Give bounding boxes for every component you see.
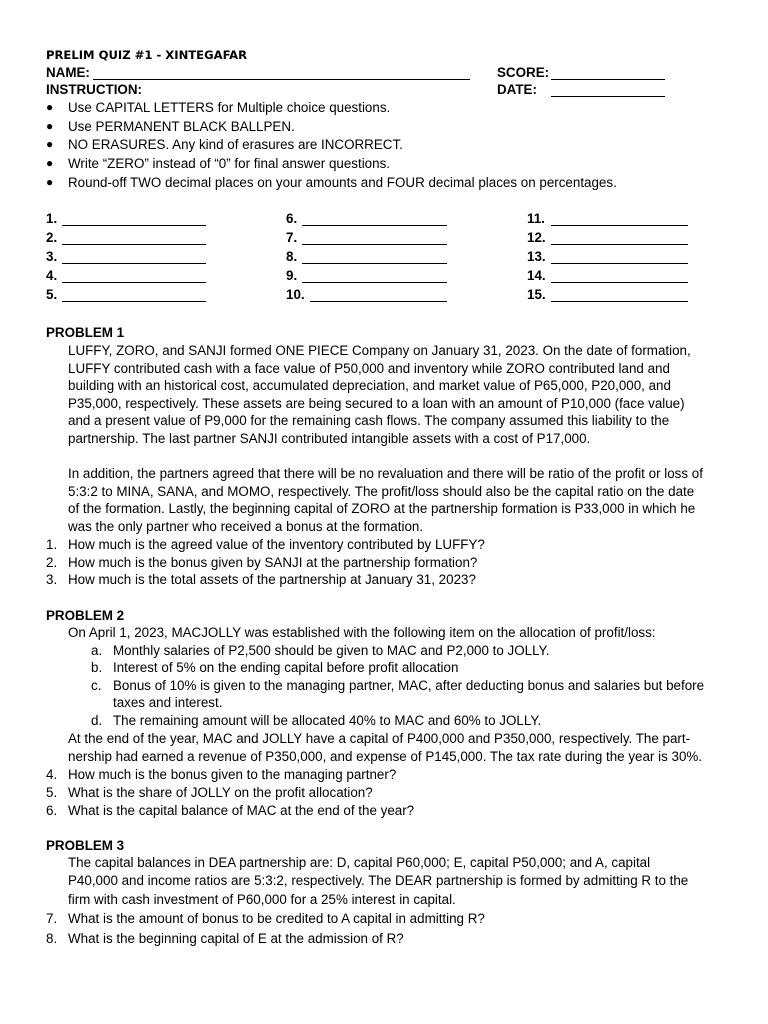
question-number: 6. xyxy=(46,803,58,818)
paragraph-line: LUFFY, ZORO, and SANJI formed ONE PIECE Company on January 31, 2023. On the date of formation, xyxy=(68,343,691,358)
answer-line[interactable] xyxy=(551,282,688,283)
paragraph-line: The capital balances in DEA partnership are: D, capital P60,000; E, capital P50,000; and A, capital xyxy=(68,855,651,870)
paragraph-line: was the only partner who received a bonus at the formation. xyxy=(68,519,424,534)
answer-label: 6. xyxy=(286,211,298,226)
paragraph-line: nership had earned a revenue of P350,000, and expense of P145,000. The tax rate during the year is 30%. xyxy=(68,749,703,764)
paragraph-line: partnership. The last partner SANJI contributed intangible assets with a cost of P17,000. xyxy=(68,431,591,446)
question-text: What is the beginning capital of E at the admission of R? xyxy=(68,931,404,946)
problem-2-intro: On April 1, 2023, MACJOLLY was established with the following item on the allocation of profit/loss: xyxy=(68,625,656,640)
answer-line[interactable] xyxy=(62,225,206,226)
paragraph-line: P40,000 and income ratios are 5:3:2, respectively. The DEAR partnership is formed by admitting R to the xyxy=(68,873,689,888)
paragraph-line: At the end of the year, MAC and JOLLY have a capital of P400,000 and P350,000, respectively. The part- xyxy=(68,731,691,746)
answer-line[interactable] xyxy=(551,244,688,245)
answer-label: 9. xyxy=(286,268,298,283)
item-letter: d. xyxy=(91,713,103,728)
bullet-icon: ● xyxy=(46,100,54,114)
answer-label: 15. xyxy=(527,287,546,302)
instruction-item: Round-off TWO decimal places on your amounts and FOUR decimal places on percentages. xyxy=(68,175,617,190)
answer-label: 8. xyxy=(286,249,298,264)
question-text: How much is the agreed value of the inventory contributed by LUFFY? xyxy=(68,537,485,552)
item-text: Interest of 5% on the ending capital before profit allocation xyxy=(113,660,459,675)
instruction-item: NO ERASURES. Any kind of erasures are INCORRECT. xyxy=(68,137,403,152)
date-line[interactable] xyxy=(551,96,665,97)
instruction-item: Use CAPITAL LETTERS for Multiple choice questions. xyxy=(68,100,391,115)
question-number: 1. xyxy=(46,537,58,552)
answer-line[interactable] xyxy=(62,301,206,302)
answer-line[interactable] xyxy=(551,263,688,264)
problem-3-heading: PROBLEM 3 xyxy=(46,838,125,853)
question-number: 5. xyxy=(46,785,58,800)
score-line[interactable] xyxy=(551,79,665,80)
problem-1-heading: PROBLEM 1 xyxy=(46,325,125,340)
answer-label: 3. xyxy=(46,249,58,264)
answer-label: 1. xyxy=(46,211,58,226)
answer-label: 10. xyxy=(286,287,305,302)
item-letter: c. xyxy=(91,678,102,693)
answer-line[interactable] xyxy=(302,244,447,245)
question-number: 7. xyxy=(46,911,58,926)
score-label: SCORE: xyxy=(497,65,550,80)
problem-2-heading: PROBLEM 2 xyxy=(46,608,125,623)
item-text: taxes and interest. xyxy=(113,695,223,710)
instruction-label: INSTRUCTION: xyxy=(46,82,142,97)
paragraph-line: P35,000, respectively. These assets are being secured to a loan with an amount of P10,000 (face value) xyxy=(68,396,685,411)
paragraph-line: and a present value of P9,000 for the remaining cash flows. The company assumed this liability to the xyxy=(68,413,670,428)
answer-line[interactable] xyxy=(62,244,206,245)
question-text: How much is the bonus given to the managing partner? xyxy=(68,767,397,782)
question-text: How much is the bonus given by SANJI at the partnership formation? xyxy=(68,555,478,570)
date-label: DATE: xyxy=(497,82,537,97)
bullet-icon: ● xyxy=(46,137,54,151)
item-text: Monthly salaries of P2,500 should be given to MAC and P2,000 to JOLLY. xyxy=(113,643,550,658)
answer-line[interactable] xyxy=(310,301,447,302)
paragraph-line: firm with cash investment of P60,000 for a 25% interest in capital. xyxy=(68,892,456,907)
question-text: What is the amount of bonus to be credited to A capital in admitting R? xyxy=(68,911,485,926)
answer-label: 11. xyxy=(527,211,545,226)
answer-line[interactable] xyxy=(302,225,447,226)
question-number: 4. xyxy=(46,767,58,782)
name-line[interactable] xyxy=(93,79,470,80)
answer-label: 7. xyxy=(286,230,298,245)
instruction-item: Write “ZERO” instead of “0” for final answer questions. xyxy=(68,156,390,171)
answer-line[interactable] xyxy=(62,263,206,264)
item-letter: b. xyxy=(91,660,103,675)
instruction-item: Use PERMANENT BLACK BALLPEN. xyxy=(68,119,295,134)
question-text: How much is the total assets of the partnership at January 31, 2023? xyxy=(68,572,476,587)
question-text: What is the share of JOLLY on the profit allocation? xyxy=(68,785,373,800)
quiz-title: PRELIM QUIZ #1 - XINTEGAFAR xyxy=(46,48,248,62)
question-number: 3. xyxy=(46,572,58,587)
item-letter: a. xyxy=(91,643,103,658)
bullet-icon: ● xyxy=(46,119,54,133)
name-label: NAME: xyxy=(46,65,90,80)
question-number: 8. xyxy=(46,931,58,946)
answer-line[interactable] xyxy=(551,301,688,302)
bullet-icon: ● xyxy=(46,156,54,170)
bullet-icon: ● xyxy=(46,175,54,189)
paragraph-line: In addition, the partners agreed that there will be no revaluation and there will be ratio of the profit or loss of xyxy=(68,466,703,481)
answer-line[interactable] xyxy=(302,282,447,283)
paragraph-line: building with an historical cost, accumulated depreciation, and market value of P65,000, P20,000, and xyxy=(68,378,671,393)
answer-label: 14. xyxy=(527,268,546,283)
answer-label: 4. xyxy=(46,268,58,283)
paragraph-line: of the formation. Lastly, the beginning capital of ZORO at the partnership formation is P33,000 in which he xyxy=(68,501,696,516)
answer-label: 5. xyxy=(46,287,58,302)
answer-line[interactable] xyxy=(302,263,447,264)
paragraph-line: 5:3:2 to MINA, SANA, and MOMO, respectively. The profit/loss should also be the capital ratio on the date xyxy=(68,484,695,499)
answer-label: 13. xyxy=(527,249,546,264)
answer-line[interactable] xyxy=(62,282,206,283)
answer-label: 2. xyxy=(46,230,58,245)
question-number: 2. xyxy=(46,555,58,570)
item-text: Bonus of 10% is given to the managing partner, MAC, after deducting bonus and salaries but before xyxy=(113,678,705,693)
answer-label: 12. xyxy=(527,230,546,245)
question-text: What is the capital balance of MAC at the end of the year? xyxy=(68,803,415,818)
item-text: The remaining amount will be allocated 40% to MAC and 60% to JOLLY. xyxy=(113,713,542,728)
answer-line[interactable] xyxy=(551,225,688,226)
paragraph-line: LUFFY contributed cash with a face value of P50,000 and inventory while ZORO contributed land and xyxy=(68,361,670,376)
